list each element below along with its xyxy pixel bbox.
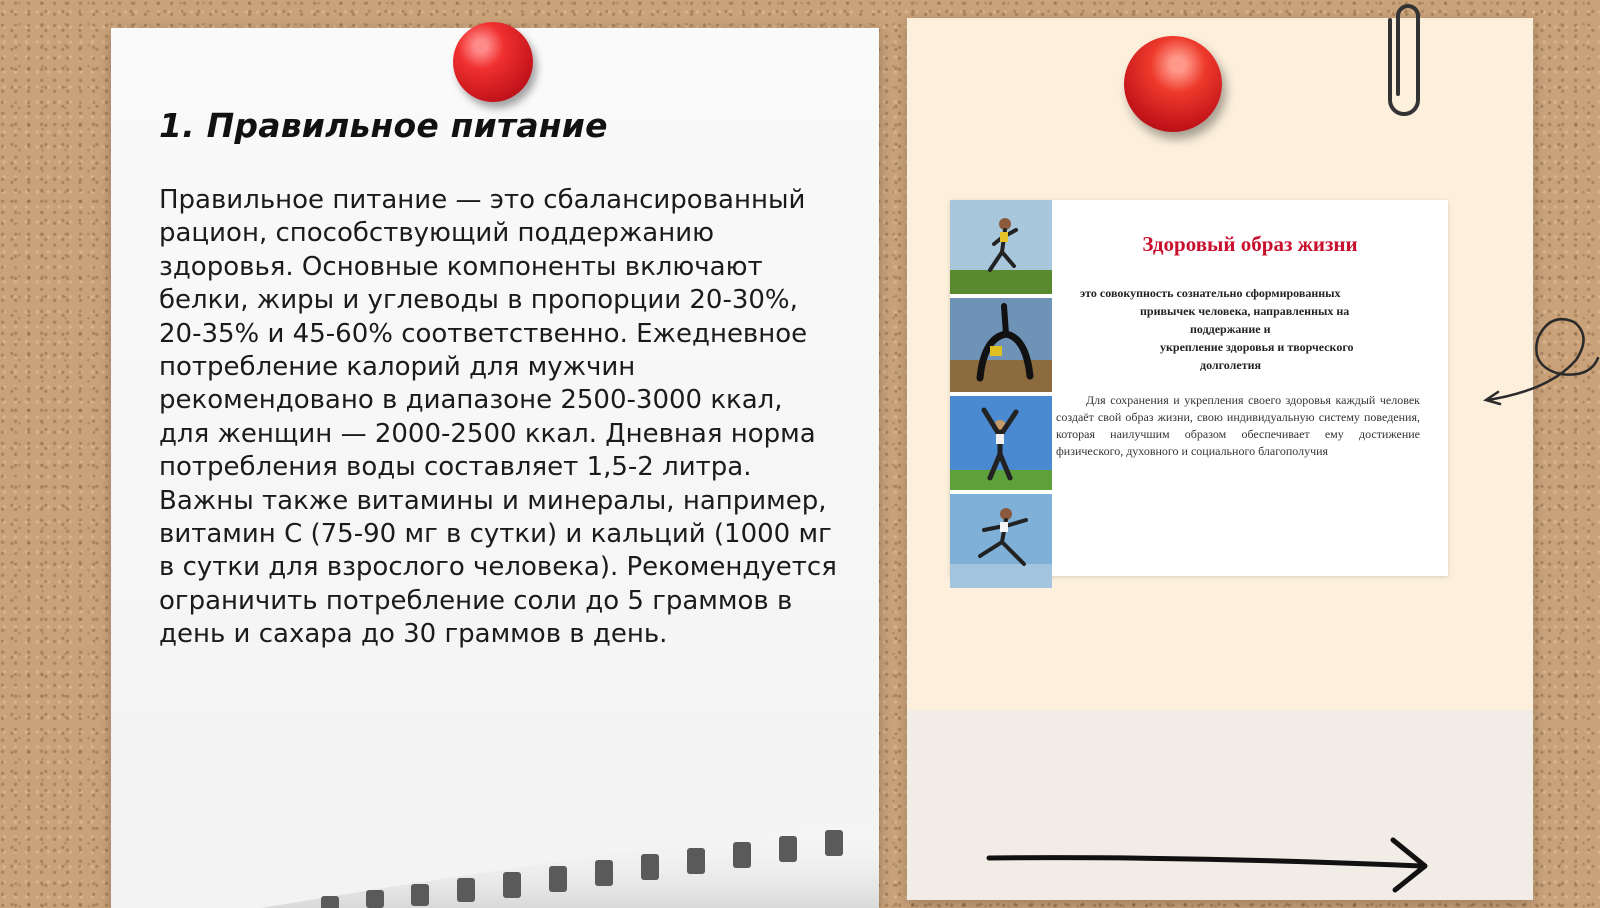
note-body-text: Правильное питание — это сбалансированный рацион, способствующий поддержанию здоровья. Основные компоненты включают белки, жиры и углеводы в пропорции 20-30%, 20-35% и 45-60% соответственно. Ежедневное потребление калорий для мужчин рекомендовано в диапазоне 2500-3000 ккал, для женщин — 2000-2500 ккал. Дневная норма потребления воды составляет 1,5-2 литра. Важны также витамины и минералы, например, витамин C (75-90 мг в сутки) и кальций (1000 мг в сутки для взрослого человека). Рекомендуется ограничить потребление соли до 5 граммов в день и сахара до 30 граммов в день.: [159, 185, 837, 650]
healthy-lifestyle-slide: [950, 200, 1448, 576]
note-heading: 1. Правильное питание: [159, 106, 608, 145]
slide-definition: [1080, 284, 1420, 374]
slide-paragraph: Для сохранения и укрепления своего здоровья каждый человек создаёт свой образ жизни, свою индивидуальную систему поведения, которая наилучшим образом обеспечивает ему достижение физического, духовного и социального благополучия: [1056, 393, 1420, 458]
photo-strip: [950, 200, 1052, 576]
left-note-sheet: [111, 28, 879, 908]
definition-line: привычек человека, направленных на: [1140, 304, 1350, 318]
string-doodle: [1480, 308, 1600, 408]
stretch-photo: [950, 396, 1052, 490]
definition-line: долголетия: [1200, 358, 1261, 372]
pushpin-red-left: [453, 22, 533, 102]
spiral-binding: [111, 798, 879, 908]
runner-photo: [950, 200, 1052, 294]
backbend-photo: [950, 298, 1052, 392]
paperclip-icon: [1378, 0, 1420, 126]
definition-line: это совокупность сознательно сформированных: [1080, 286, 1341, 300]
definition-line: поддержание и: [1190, 322, 1271, 336]
slide-title: Здоровый образ жизни: [1142, 232, 1358, 256]
definition-line: укрепление здоровья и творческого: [1160, 340, 1354, 354]
sprinter-photo: [950, 494, 1052, 588]
pushpin-red-right: [1124, 36, 1222, 132]
right-arrow-icon: [985, 834, 1445, 894]
